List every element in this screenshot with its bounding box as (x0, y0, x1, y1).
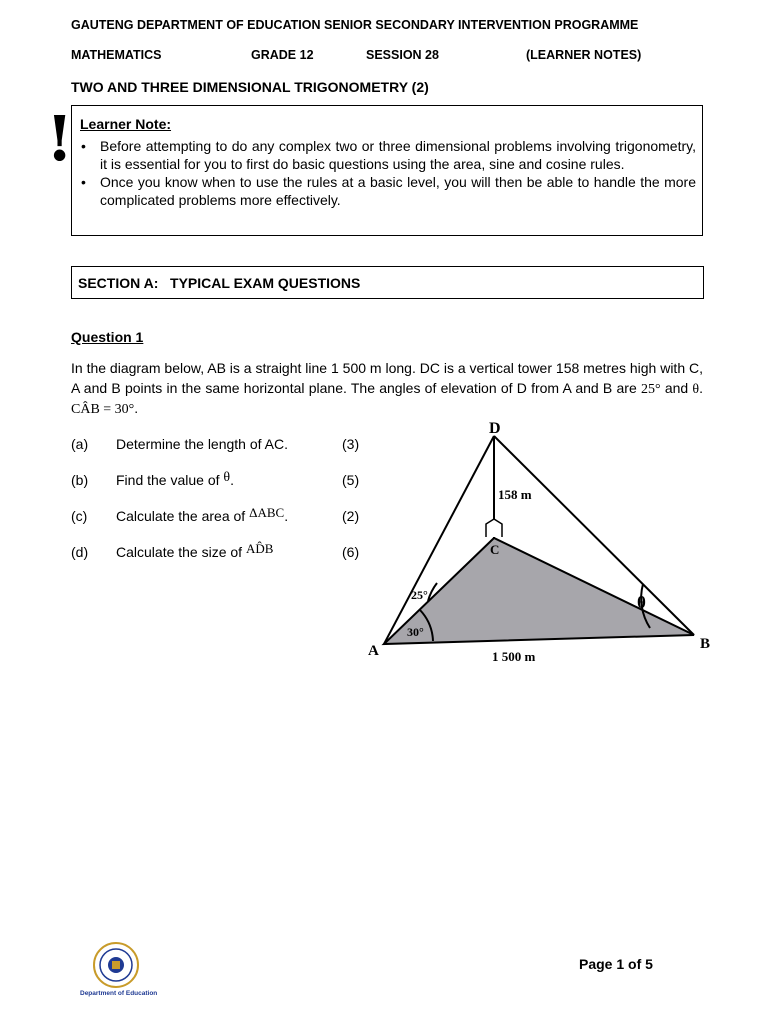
programme-header: GAUTENG DEPARTMENT OF EDUCATION SENIOR SECONDARY INTERVENTION PROGRAMME (71, 18, 639, 32)
subject-label: MATHEMATICS (71, 48, 162, 62)
angle-theta-label: θ (637, 593, 646, 612)
bullet-text: Before attempting to do any complex two or three dimensional problems involving trigonometry, it is essential for you to first do basic questions using the area, sine and cosine rules. (100, 138, 696, 172)
period: . (699, 379, 704, 396)
part-a-text: Determine the length of AC. (116, 436, 288, 452)
part-b-suffix: . (230, 472, 235, 488)
notes-type-label: (LEARNER NOTES) (526, 48, 642, 62)
part-marks: (2) (342, 508, 360, 524)
and-word: and (664, 379, 689, 396)
session-label: SESSION 28 (366, 48, 439, 62)
label-a: A (368, 643, 379, 659)
question-title: Question 1 (71, 329, 144, 345)
part-c-math: ΔABC (249, 505, 285, 520)
angle-a-value: 25° (640, 381, 661, 397)
page-number: Page 1 of 5 (579, 956, 653, 972)
part-c-suffix: . (284, 508, 289, 524)
part-d-math: AD̂B (245, 541, 274, 556)
logo-caption: Department of Education (80, 990, 158, 997)
theta-symbol: θ (692, 381, 700, 397)
part-c-text: Calculate the area of (116, 508, 246, 524)
part-b-text: Find the value of (116, 472, 220, 488)
angle-25-label: 25° (411, 588, 428, 602)
part-d-text: Calculate the size of (116, 544, 243, 560)
bullet-text: Once you know when to use the rules at a basic level, you will then be able to handle the more complicated problems more effectively. (100, 174, 696, 208)
part-label: (c) (71, 508, 88, 524)
learner-note-heading: Learner Note: (80, 116, 172, 132)
angle-30-label: 30° (407, 625, 424, 639)
part-marks: (5) (342, 472, 360, 488)
department-logo (92, 941, 140, 989)
base-length-label: 1 500 m (492, 649, 536, 664)
bullet-icon: • (81, 138, 86, 154)
label-c: C (490, 542, 500, 557)
exclamation-icon: ! (46, 102, 74, 175)
intro-text: In the diagram below, AB is a straight line 1 500 m long. DC is a vertical tower 158 metres high with C, A and B points in the same horizontal plane. The angles of elevation of D from A and B are (71, 360, 703, 396)
bullet-icon: • (81, 174, 86, 190)
grade-label: GRADE 12 (251, 48, 314, 62)
label-b: B (700, 636, 711, 652)
end-period: . (134, 400, 139, 416)
page-title: TWO AND THREE DIMENSIONAL TRIGONOMETRY (2) (71, 79, 429, 95)
height-label: 158 m (498, 487, 532, 502)
part-marks: (3) (342, 436, 360, 452)
right-angle-marker (486, 519, 502, 537)
angle-cab-expression: CÂB = 30° (71, 402, 135, 417)
label-d: D (489, 420, 501, 437)
section-label: SECTION A: (78, 275, 159, 291)
part-label: (b) (71, 472, 89, 488)
part-b-math: θ (223, 470, 231, 485)
section-title: TYPICAL EXAM QUESTIONS (170, 275, 361, 291)
part-label: (a) (71, 436, 89, 452)
part-marks: (6) (342, 544, 360, 560)
part-label: (d) (71, 544, 89, 560)
